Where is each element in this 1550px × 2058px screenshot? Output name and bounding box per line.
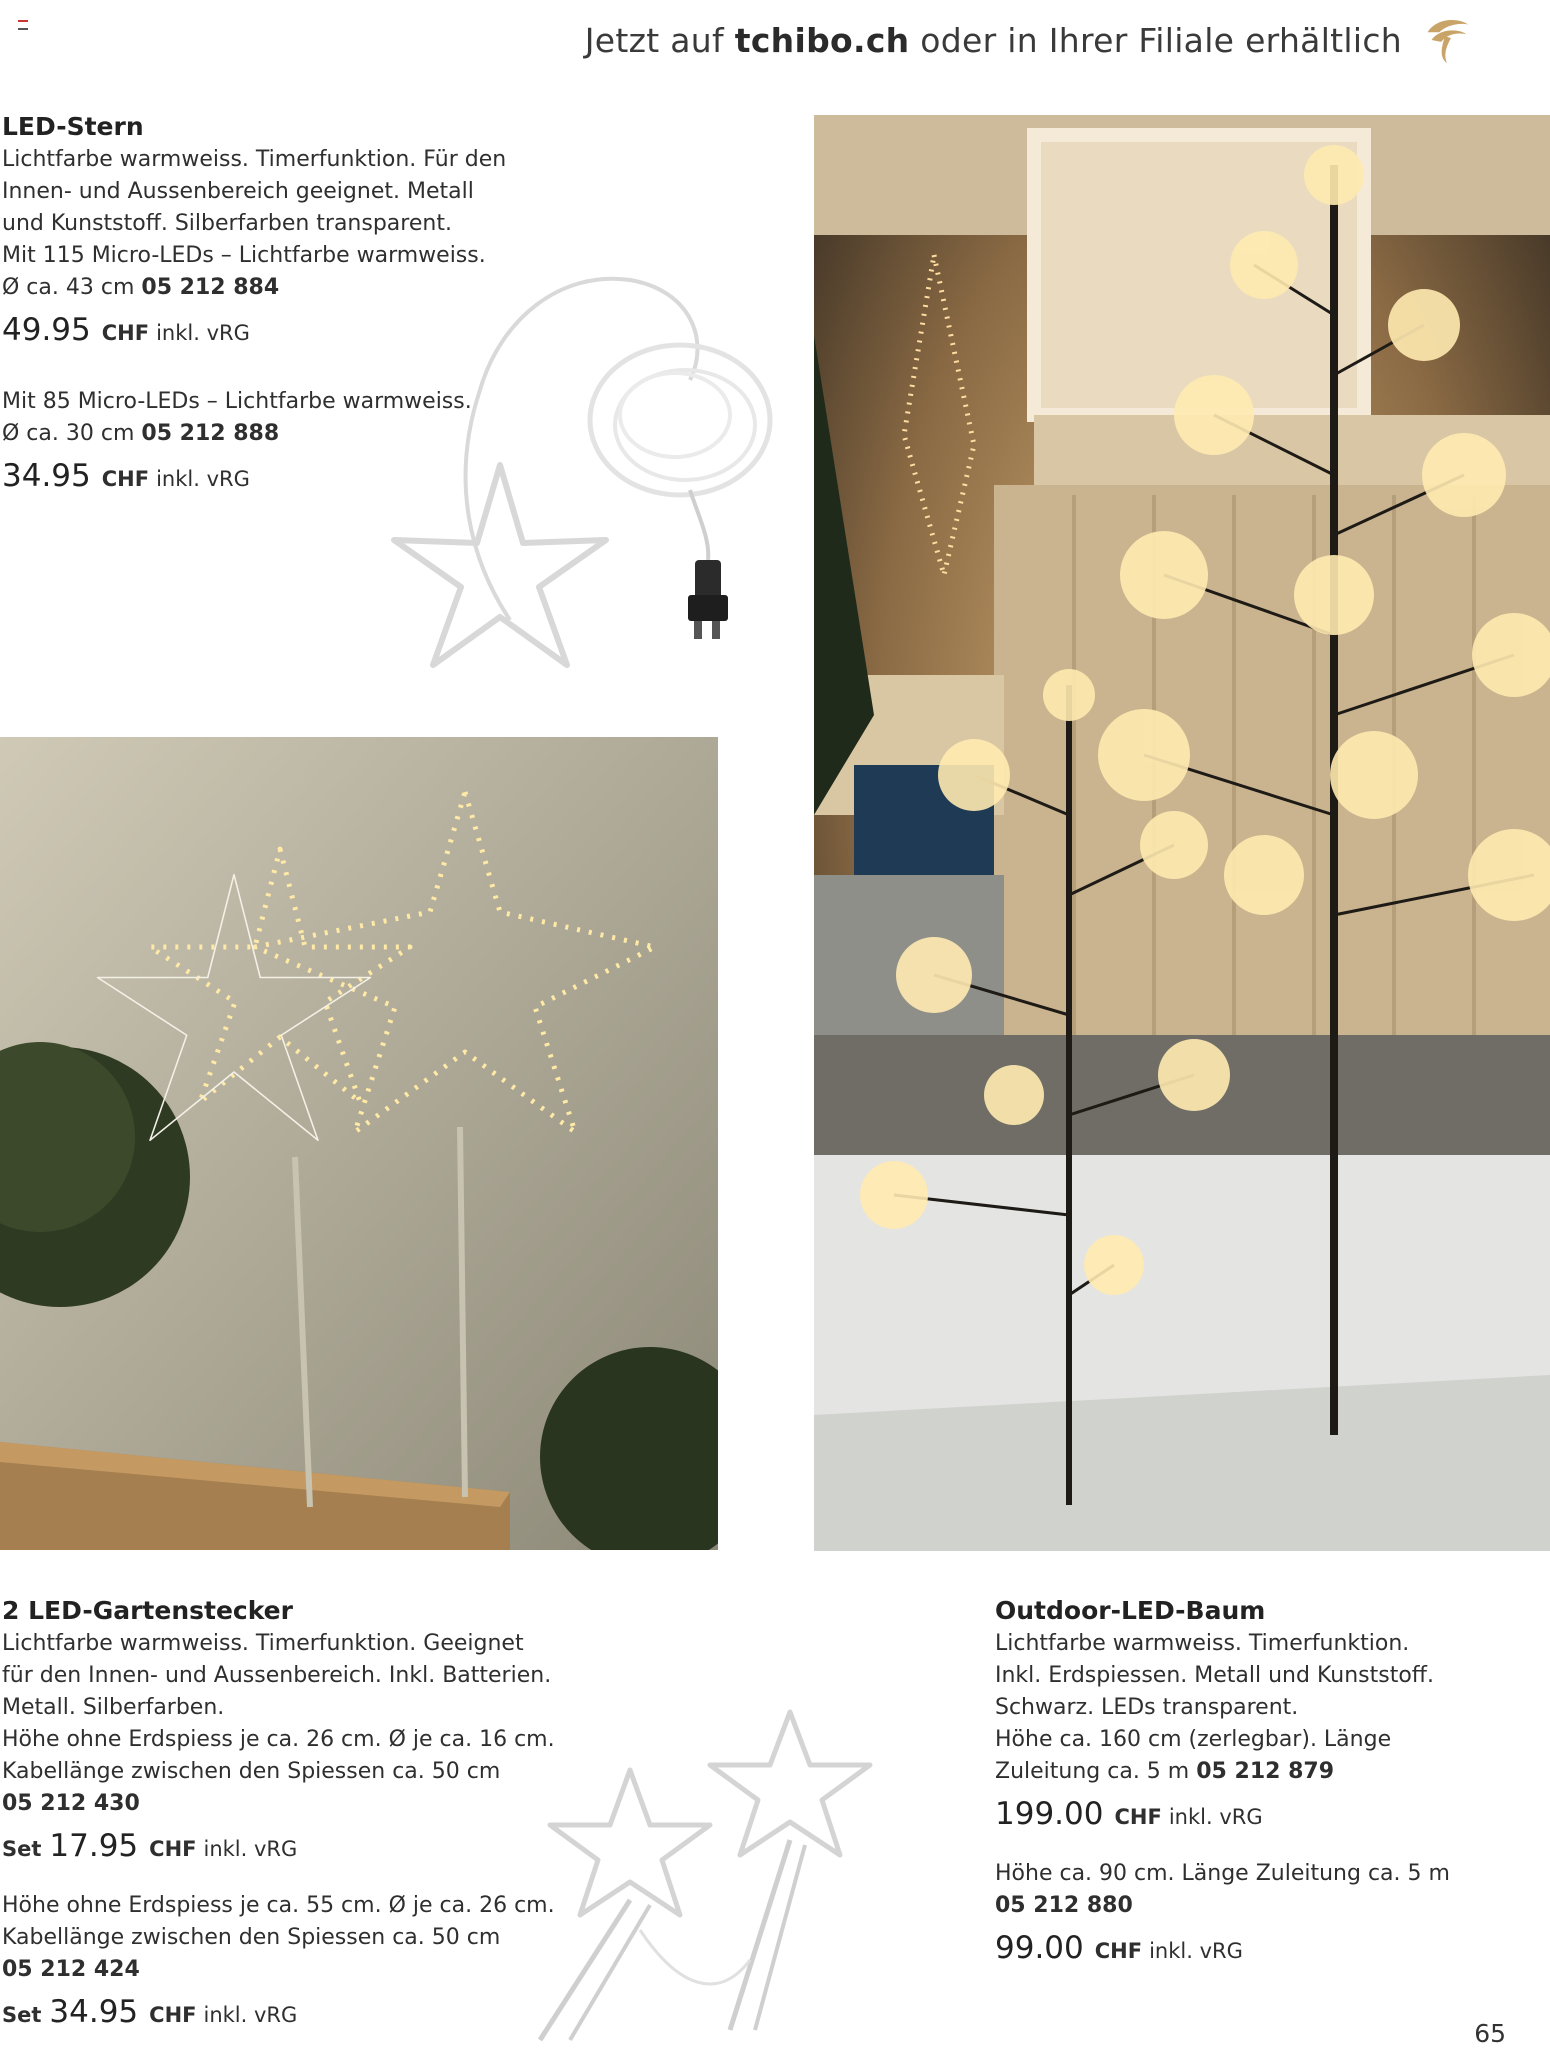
variant-line: Mit 115 Micro-LEDs – Lichtfarbe warmweiss. [2,243,486,268]
price: 34.95 CHF inkl. vRG [2,458,250,494]
article-number: 05 212 888 [141,421,280,446]
description-line: Schwarz. LEDs transparent. [995,1695,1299,1720]
variant-line: Mit 85 Micro-LEDs – Lichtfarbe warmweiss. [2,389,472,414]
variant-size-line: Ø ca. 30 cm 05 212 888 [2,421,280,446]
price: Set 34.95 CHF inkl. vRG [2,1994,298,2030]
price: Set 17.95 CHF inkl. vRG [2,1828,298,1864]
header-banner [585,10,1476,70]
variant-line: Kabellänge zwischen den Spiessen ca. 50 cm [2,1925,501,1950]
article-number: 05 212 430 [2,1791,140,1816]
description-line: Lichtfarbe warmweiss. Timerfunktion. [995,1631,1410,1656]
description-line: Inkl. Erdspiessen. Metall und Kunststoff. [995,1663,1434,1688]
variant-line: Kabellänge zwischen den Spiessen ca. 50 cm [2,1759,501,1784]
article-number: 05 212 880 [995,1893,1133,1918]
garden-stars-photo [0,737,718,1550]
header-suffix: oder in Ihrer Filiale erhältlich [920,20,1402,60]
outdoor-tree-info [995,1594,1515,1978]
product-title: Outdoor-LED-Baum [995,1596,1266,1625]
variant-size-line: Ø ca. 43 cm 05 212 884 [2,275,280,300]
description-line: Lichtfarbe warmweiss. Timerfunktion. Für den [2,147,507,172]
description-line: Höhe ca. 160 cm (zerlegbar). Länge [995,1727,1392,1752]
price: 49.95 CHF inkl. vRG [2,312,250,348]
header-prefix: Jetzt auf [584,20,724,60]
description-line: Metall. Silberfarben. [2,1695,225,1720]
description-line: Innen- und Aussenbereich geeignet. Metall [2,179,474,204]
page-number: 65 [1474,2019,1506,2048]
garden-stakes-product-image [500,1700,920,2050]
variant-line: Höhe ohne Erdspiess je ca. 55 cm. Ø je ca. 26 cm. [2,1893,555,1918]
product-title: LED-Stern [2,112,144,141]
outdoor-tree-photo [814,115,1550,1551]
tchibo-logo-icon [1418,11,1476,69]
article-number: 05 212 424 [2,1957,140,1982]
header-brand[interactable]: tchibo.ch [734,20,910,60]
price: 99.00 CHF inkl. vRG [995,1930,1243,1966]
variant-line: Zuleitung ca. 5 m 05 212 879 [995,1759,1335,1784]
product-title: 2 LED-Gartenstecker [2,1596,293,1625]
variant-line: Höhe ohne Erdspiess je ca. 26 cm. Ø je ca. 16 cm. [2,1727,555,1752]
article-number: 05 212 879 [1196,1759,1335,1784]
description-line: Lichtfarbe warmweiss. Timerfunktion. Geeignet [2,1631,524,1656]
led-star-product-image [390,260,790,670]
price: 199.00 CHF inkl. vRG [995,1796,1263,1832]
description-line: für den Innen- und Aussenbereich. Inkl. Batterien. [2,1663,552,1688]
variant-line: Höhe ca. 90 cm. Länge Zuleitung ca. 5 m [995,1861,1450,1886]
description-line: und Kunststoff. Silberfarben transparent. [2,211,452,236]
article-number: 05 212 884 [141,275,280,300]
top-marker [18,20,28,30]
